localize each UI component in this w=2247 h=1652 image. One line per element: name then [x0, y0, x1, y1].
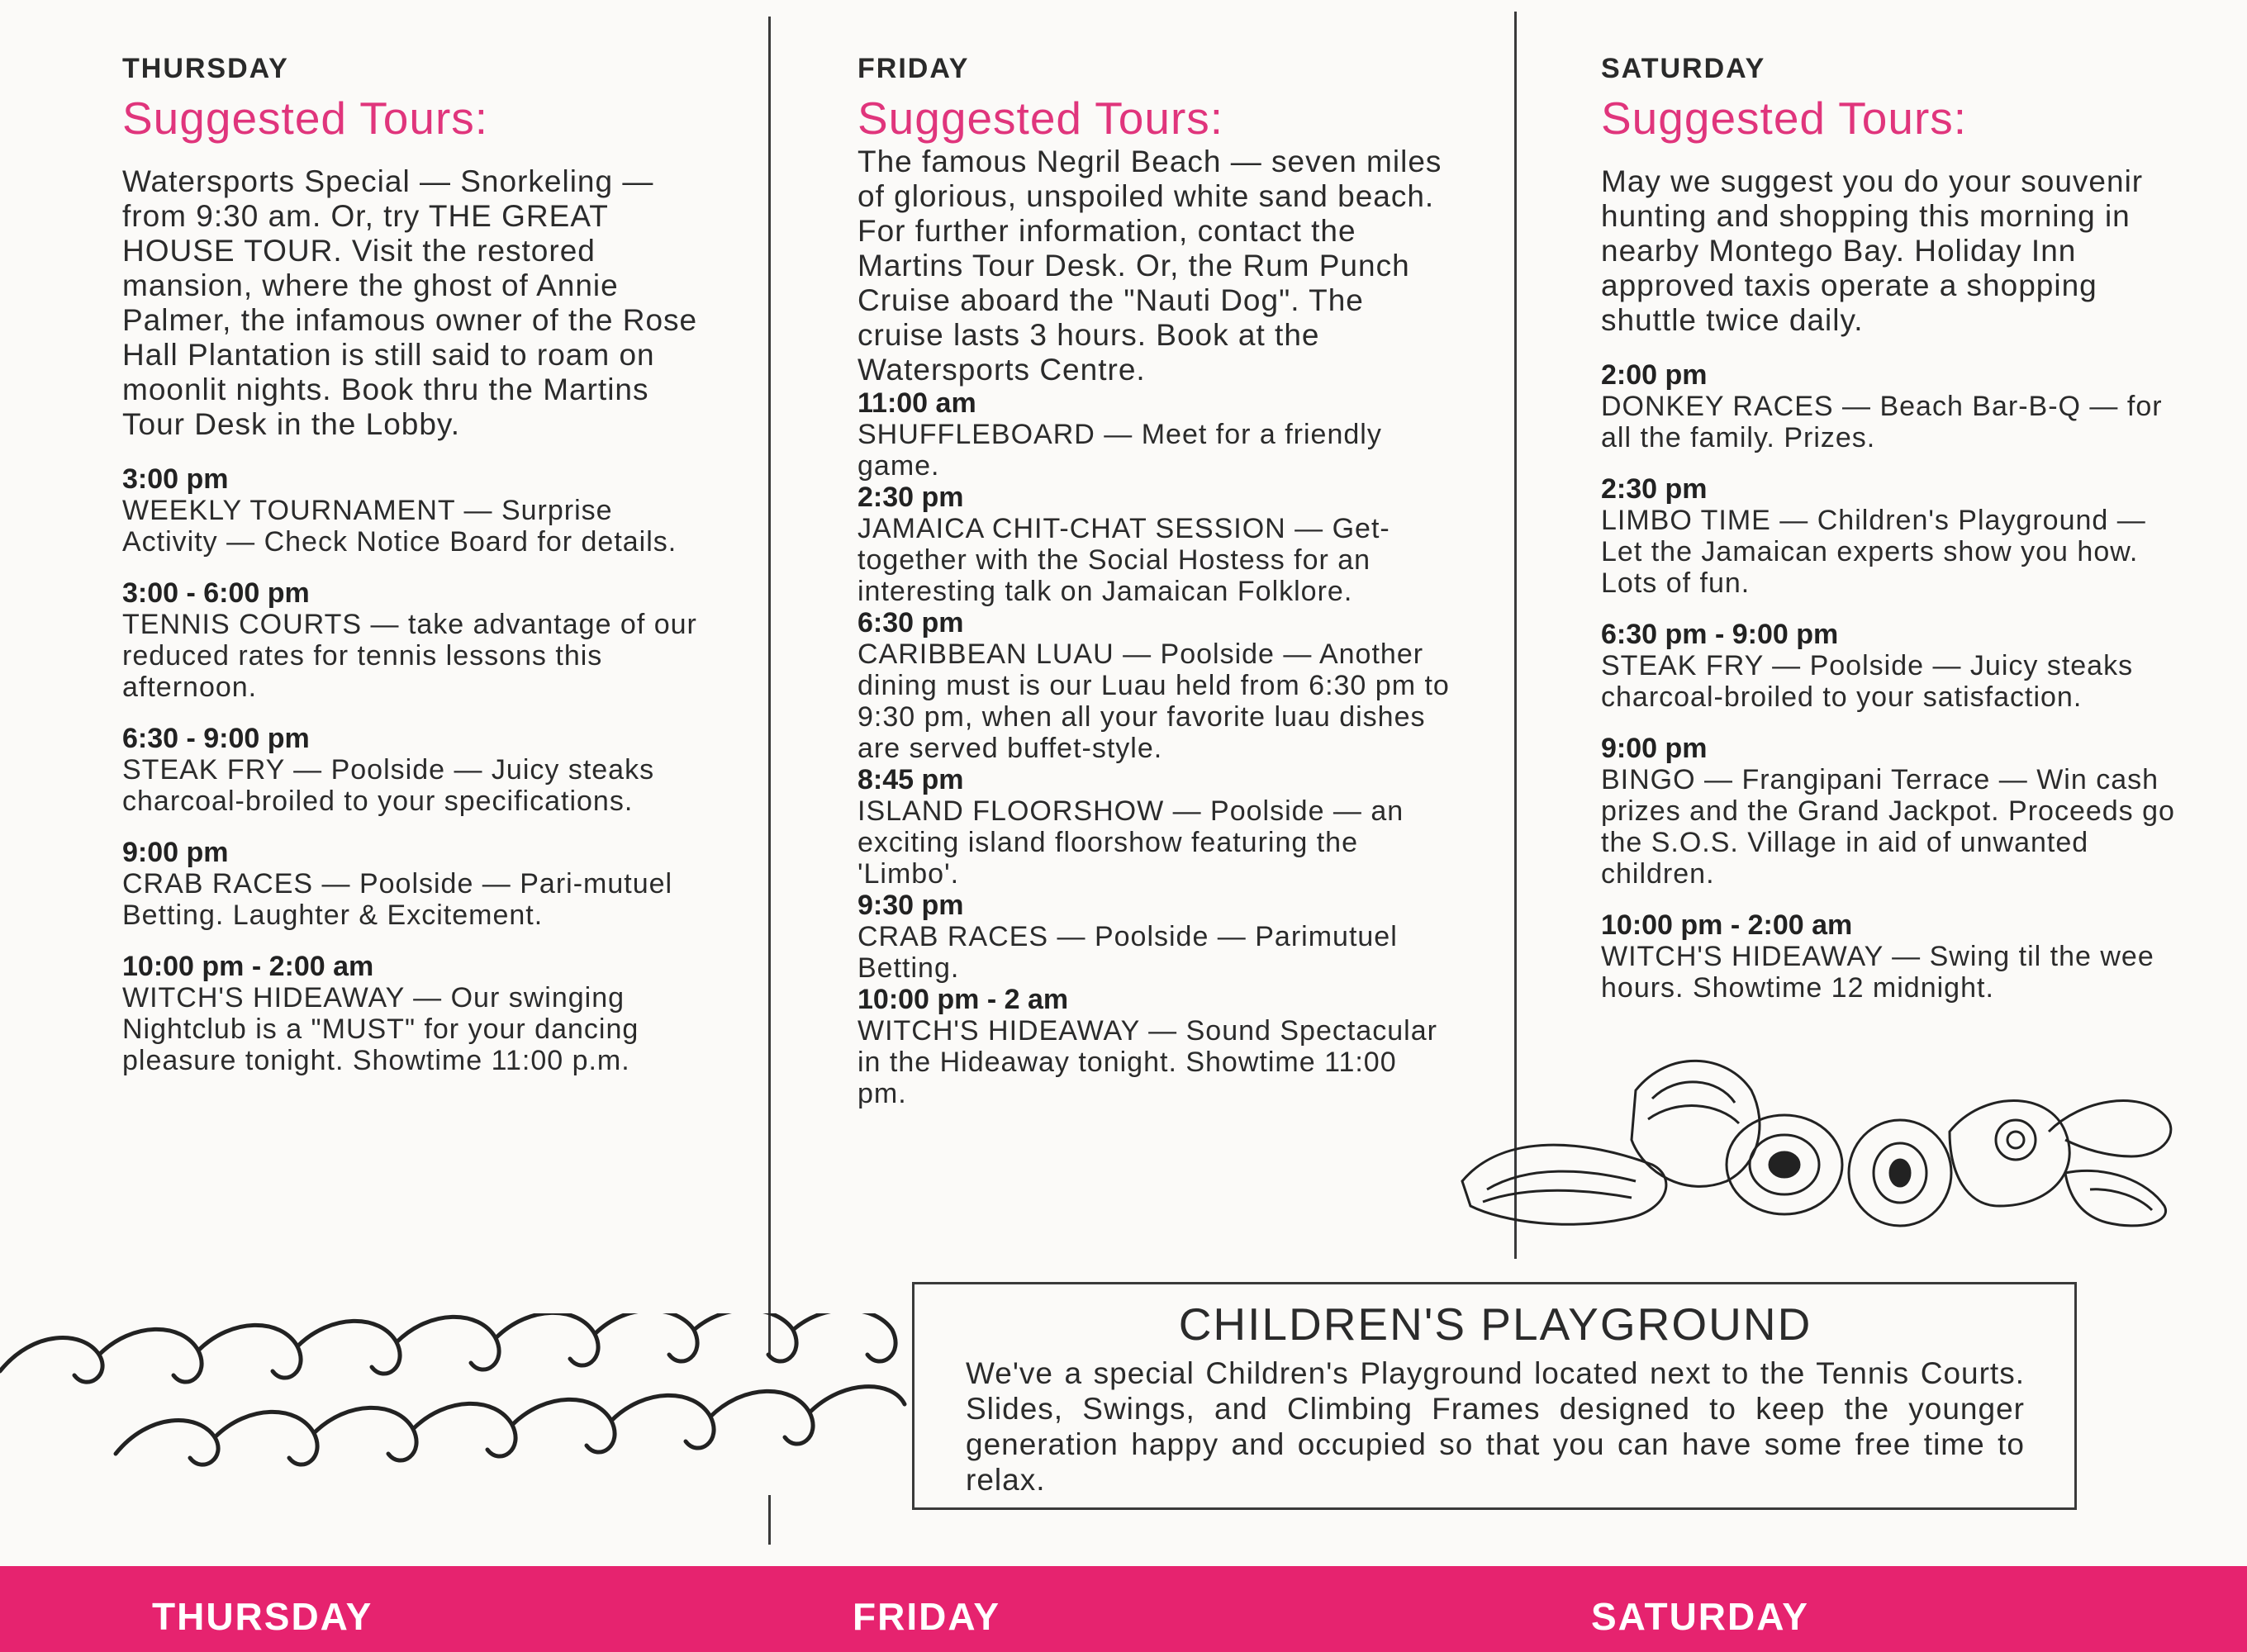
event-item: [1601, 619, 2179, 713]
suggested-tours-heading: Suggested Tours:: [857, 93, 1224, 144]
event-time: 6:30 pm - 9:00 pm: [1601, 619, 1839, 650]
wave-pattern-icon: [0, 1313, 909, 1495]
event-item: [122, 577, 701, 703]
column-divider-left-lower: [768, 1495, 771, 1545]
event-item: [857, 607, 1452, 764]
event-time: 11:00 am: [857, 387, 976, 419]
event-time: 10:00 pm - 2 am: [857, 984, 1069, 1015]
event-description: WITCH'S HIDEAWAY — Our swinging Nightclub is a "MUST" for your dancing pleasure tonight. Showtime 11:00 p.m.: [122, 982, 639, 1076]
event-time: 9:30 pm: [857, 890, 964, 921]
event-time: 3:00 pm: [122, 463, 229, 495]
event-time: 10:00 pm - 2:00 am: [1601, 909, 1853, 941]
event-description: ISLAND FLOORSHOW — Poolside — an exciting island floorshow featuring the 'Limbo'.: [857, 795, 1404, 890]
event-item: [1601, 473, 2179, 599]
footer-label-saturday: SATURDAY: [1591, 1595, 1809, 1638]
event-item: [122, 463, 701, 558]
tours-intro: The famous Negril Beach — seven miles of glorious, unspoiled white sand beach. For further information, contact the Martins Tour Desk. Or, the Rum Punch Cruise aboard the "Nauti Dog". The cruise lasts 3 hours. Book at the Watersports Centre.: [857, 145, 1442, 387]
event-item: [122, 723, 701, 817]
event-description: TENNIS COURTS — take advantage of our reduced rates for tennis lessons this afternoon.: [122, 609, 697, 703]
saturday-column: [1601, 53, 2179, 1023]
event-time: 10:00 pm - 2:00 am: [122, 951, 374, 982]
playground-text: We've a special Children's Playground located next to the Tennis Courts. Slides, Swings, and Climbing Frames designed to keep the younger generation happy and occupied so that you can have some free time to relax.: [966, 1356, 2025, 1497]
event-description: WEEKLY TOURNAMENT — Surprise Activity — Check Notice Board for details.: [122, 495, 677, 558]
tours-intro: May we suggest you do your souvenir hunting and shopping this morning in nearby Montego Bay. Holiday Inn approved taxis operate a shopping shuttle twice daily.: [1601, 164, 2144, 337]
event-description: DONKEY RACES — Beach Bar-B-Q — for all the family. Prizes.: [1601, 391, 2163, 453]
day-heading: SATURDAY: [1601, 53, 1766, 84]
event-item: [857, 984, 1452, 1109]
event-time: 6:30 - 9:00 pm: [122, 723, 310, 754]
event-time: 9:00 pm: [122, 837, 229, 868]
event-time: 2:30 pm: [857, 482, 964, 513]
event-description: CARIBBEAN LUAU — Poolside — Another dining must is our Luau held from 6:30 pm to 9:30 pm, when all your favorite luau dishes are served buffet-style.: [857, 638, 1450, 764]
event-time: 2:30 pm: [1601, 473, 1708, 505]
suggested-tours-heading: Suggested Tours:: [1601, 93, 1968, 144]
event-description: LIMBO TIME — Children's Playground — Let the Jamaican experts show you how. Lots of fun.: [1601, 505, 2146, 599]
event-time: 2:00 pm: [1601, 359, 1708, 391]
event-time: 3:00 - 6:00 pm: [122, 577, 310, 609]
event-item: [122, 951, 701, 1076]
event-description: SHUFFLEBOARD — Meet for a friendly game.: [857, 419, 1382, 482]
event-time: 8:45 pm: [857, 764, 964, 795]
childrens-playground-box: [912, 1282, 2077, 1510]
event-description: JAMAICA CHIT-CHAT SESSION — Get-together with the Social Hostess for an interesting talk on Jamaican Folklore.: [857, 513, 1390, 607]
tours-intro: Watersports Special — Snorkeling —from 9:30 am. Or, try THE GREAT HOUSE TOUR. Visit the restored mansion, where the ghost of Annie Palmer, the infamous owner of the Rose Hall Plantation is still said to roam on moonlit nights. Book thru the Martins Tour Desk in the Lobby.: [122, 164, 698, 441]
event-item: [857, 482, 1452, 607]
event-description: CRAB RACES — Poolside — Pari-mutuel Betting. Laughter & Excitement.: [122, 868, 673, 931]
day-heading: THURSDAY: [122, 53, 289, 84]
event-description: STEAK FRY — Poolside — Juicy steaks charcoal-broiled to your specifications.: [122, 754, 655, 817]
event-time: 6:30 pm: [857, 607, 964, 638]
column-divider-left: [768, 17, 771, 1355]
suggested-tours-heading: Suggested Tours:: [122, 93, 489, 144]
seashells-illustration-icon: [1454, 1041, 2181, 1256]
event-item: [1601, 909, 2179, 1004]
footer-label-friday: FRIDAY: [853, 1595, 1000, 1638]
event-description: BINGO — Frangipani Terrace — Win cash prizes and the Grand Jackpot. Proceeds go the S.O.S. Village in aid of unwanted children.: [1601, 764, 2175, 890]
event-description: CRAB RACES — Poolside — Parimutuel Betting.: [857, 921, 1398, 984]
event-time: 9:00 pm: [1601, 733, 1708, 764]
event-description: STEAK FRY — Poolside — Juicy steaks charcoal-broiled to your satisfaction.: [1601, 650, 2134, 713]
event-description: WITCH'S HIDEAWAY — Swing til the wee hours. Showtime 12 midnight.: [1601, 941, 2154, 1004]
event-item: [857, 890, 1452, 984]
event-item: [122, 837, 701, 931]
footer-label-thursday: THURSDAY: [152, 1595, 373, 1638]
event-item: [857, 764, 1452, 890]
event-item: [1601, 733, 2179, 890]
event-item: [857, 387, 1452, 482]
friday-column: [857, 53, 1452, 1109]
thursday-column: [122, 53, 701, 1096]
event-item: [1601, 359, 2179, 453]
playground-title: CHILDREN'S PLAYGROUND: [1178, 1298, 1812, 1350]
day-heading: FRIDAY: [857, 53, 970, 84]
event-description: WITCH'S HIDEAWAY — Sound Spectacular in the Hideaway tonight. Showtime 11:00 pm.: [857, 1015, 1437, 1109]
